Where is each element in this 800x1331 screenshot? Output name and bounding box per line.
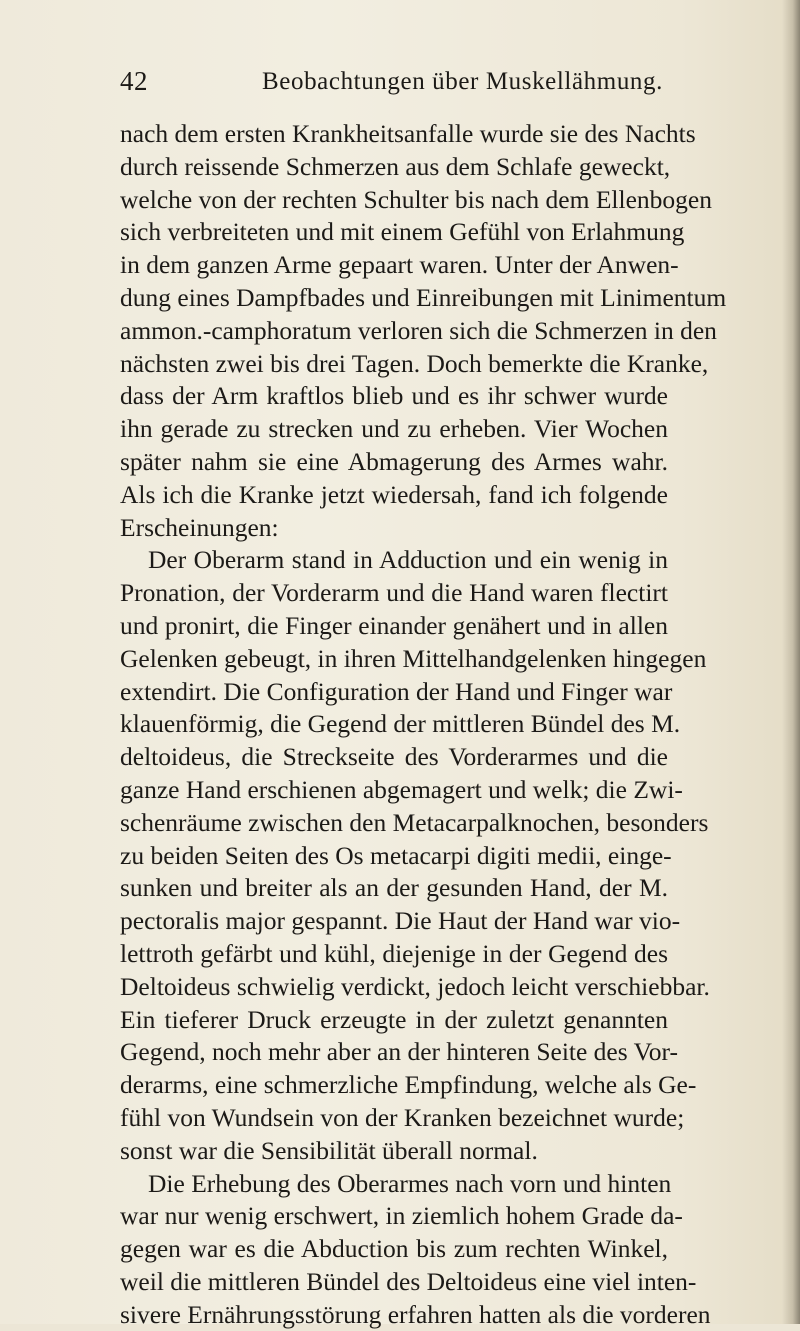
text-line: in dem ganzen Arme gepaart waren. Unter der Anwen-: [120, 250, 679, 280]
text-line: ammon.-camphoratum verloren sich die Schmerzen in den: [120, 315, 717, 345]
text-line: schenräume zwischen den Metacarpalknochen, besonders: [120, 807, 709, 837]
text-line: dass der Arm kraftlos blieb und es ihr schwer wurde: [120, 381, 668, 411]
text-line: und pronirt, die Finger einander genähert und in allen: [120, 610, 668, 640]
text-line: klauenförmig, die Gegend der mittleren Bündel des M.: [120, 709, 681, 739]
text-line: Deltoideus schwielig verdickt, jedoch leicht verschiebbar.: [120, 971, 710, 1001]
text-line: Gegend, noch mehr aber an der hinteren Seite des Vor-: [120, 1037, 678, 1067]
text-line: Ein tieferer Druck erzeugte in der zuletzt genannten: [120, 1004, 668, 1034]
text-line: Der Oberarm stand in Adduction und ein wenig in: [148, 545, 668, 575]
text-line: war nur wenig erschwert, in ziemlich hohem Grade da-: [120, 1201, 683, 1231]
text-line: derarms, eine schmerzliche Empfindung, welche als Ge-: [120, 1070, 697, 1100]
text-line: Die Erhebung des Oberarmes nach vorn und hinten: [148, 1168, 672, 1198]
text-line: gegen war es die Abduction bis zum rechten Winkel,: [120, 1234, 668, 1264]
text-line: sonst war die Sensibilität überall normal.: [120, 1135, 538, 1165]
text-line: sich verbreiteten und mit einem Gefühl von Erlahmung: [120, 217, 685, 247]
text-line: durch reissende Schmerzen aus dem Schlafe geweckt,: [120, 151, 671, 181]
page-header: [120, 66, 663, 102]
text-line: weil die mittleren Bündel des Deltoideus eine viel inten-: [120, 1266, 697, 1296]
text-line: Pronation, der Vorderarm und die Hand waren flectirt: [120, 578, 668, 608]
running-head: Beobachtungen über Muskellähmung.: [262, 68, 663, 95]
text-line: pectoralis major gespannt. Die Haut der Hand war vio-: [120, 906, 681, 936]
page-number: 42: [120, 66, 148, 96]
text-line: welche von der rechten Schulter bis nach dem Ellenbogen: [120, 184, 712, 214]
text-line: Als ich die Kranke jetzt wiedersah, fand ich folgende: [120, 479, 668, 509]
text-line: sunken und breiter als an der gesunden Hand, der M.: [120, 873, 668, 903]
text-line: nächsten zwei bis drei Tagen. Doch bemerkte die Kranke,: [120, 348, 709, 378]
page-edge-shadow: [782, 0, 800, 1324]
body-text: [120, 118, 727, 1331]
text-line: nach dem ersten Krankheitsanfalle wurde sie des Nachts: [120, 119, 696, 148]
text-line: extendirt. Die Configuration der Hand und Finger war: [120, 676, 673, 706]
text-line: sivere Ernährungsstörung erfahren hatten als die vorderen: [120, 1299, 711, 1329]
text-line: deltoideus, die Streckseite des Vorderarmes und die: [120, 742, 668, 772]
text-line: ganze Hand erschienen abgemagert und welk; die Zwi-: [120, 774, 683, 804]
text-line: fühl von Wundsein von der Kranken bezeichnet wurde;: [120, 1102, 685, 1132]
text-line: Gelenken gebeugt, in ihren Mittelhandgelenken hingegen: [120, 643, 707, 673]
text-line: lettroth gefärbt und kühl, diejenige in der Gegend des: [120, 938, 668, 968]
text-line: dung eines Dampfbades und Einreibungen mit Linimentum: [120, 282, 727, 312]
text-line: ihn gerade zu strecken und zu erheben. Vier Wochen: [120, 414, 668, 444]
text-line: später nahm sie eine Abmagerung des Armes wahr.: [120, 446, 668, 476]
text-line: Erscheinungen:: [120, 512, 279, 542]
text-line: zu beiden Seiten des Os metacarpi digiti medii, einge-: [120, 840, 672, 870]
